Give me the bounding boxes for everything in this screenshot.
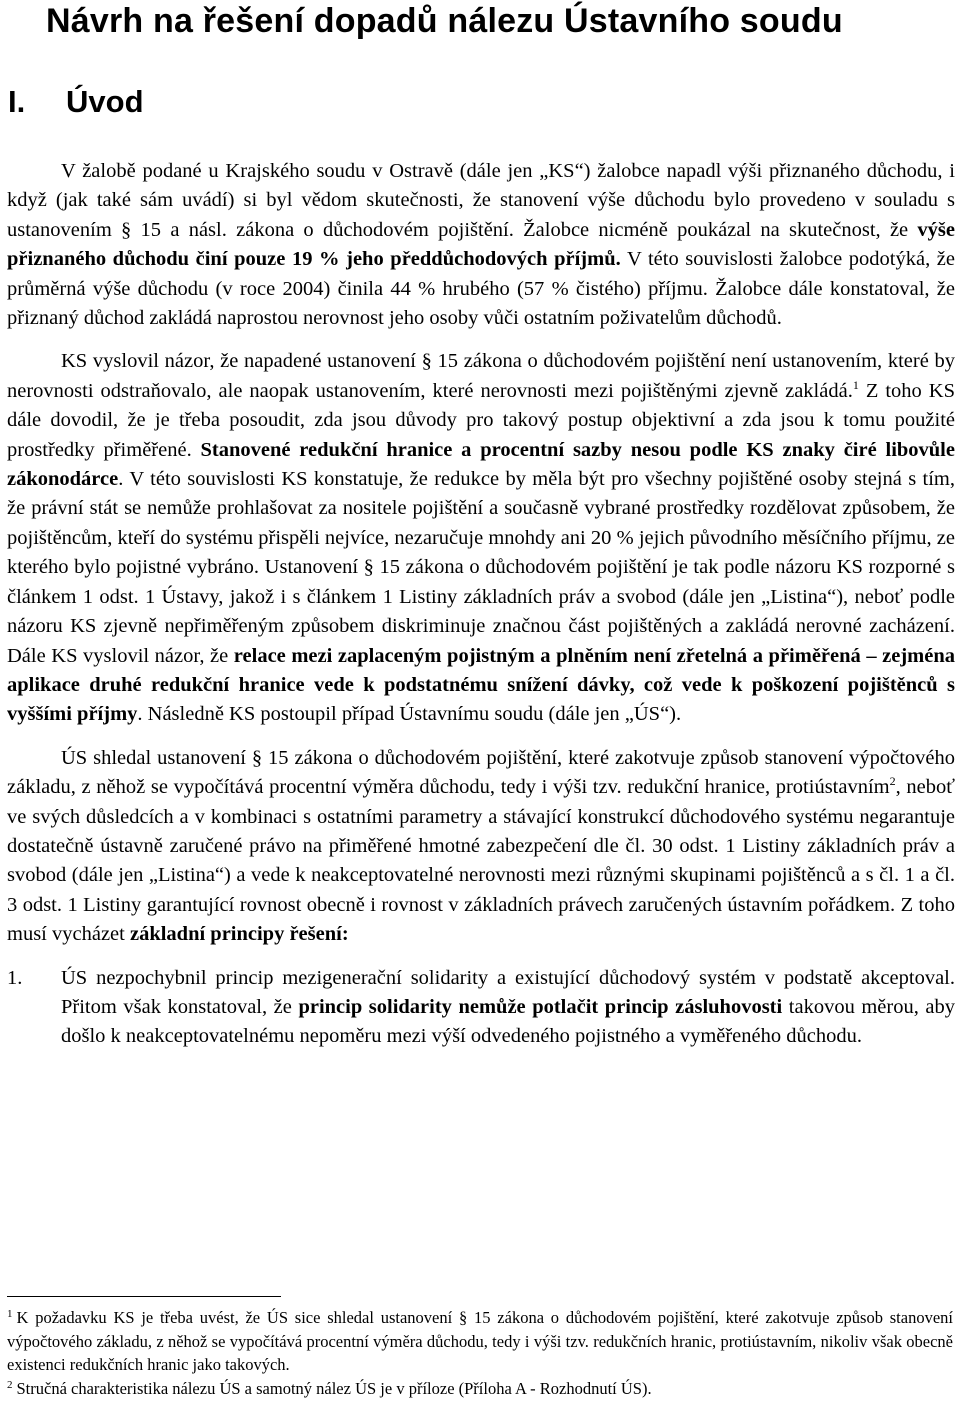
footnote-separator <box>7 1296 281 1297</box>
emphasis-text: relace mezi zaplaceným pojistným a plněním není zřetelná a přiměřená – zejména aplikace druhé redukční hranice vede k podstatnému snížení dávky, což vede k poškození pojištěnců s vyššími příjmy <box>7 644 955 726</box>
footnotes <box>7 1306 953 1400</box>
footnote-2 <box>7 1377 953 1401</box>
list-item-text <box>61 964 955 1052</box>
footnote-text: K požadavku KS je třeba uvést, že ÚS sice shledal ustanovení § 15 zákona o důchodovém pojištění, které zakotvuje způsob stanovení výpočtového základu, z něhož se vypočítává procentní výměra důchodu, tedy i výši tzv. redukčních hranic, protiústavním, nikoliv však obecně existenci redukčních hranic jako takových. <box>7 1308 953 1374</box>
footnote-text: Stručná charakteristika nálezu ÚS a samotný nález ÚS je v příloze (Příloha A - Rozhodnutí ÚS). <box>16 1378 652 1398</box>
footnote-ref-1[interactable]: 1 <box>852 377 859 392</box>
footnote-number: 2 <box>7 1378 13 1391</box>
text-run: takovou měrou, aby došlo k neakceptovatelnému nepoměru mezi výší odvedeného pojistného a vyměřeného důchodu. <box>61 995 956 1048</box>
paragraph-1 <box>7 157 955 333</box>
paragraph-2 <box>7 347 955 729</box>
emphasis-text: princip solidarity nemůže potlačit princip zásluhovosti <box>298 995 783 1018</box>
text-run: ÚS shledal ustanovení § 15 zákona o důchodovém pojištění, které zakotvuje způsob stanovení výpočtového základu, z něhož se vypočítává procentní výměra důchodu, tedy i výši tzv. redukční hranice, protiústavním <box>7 746 955 799</box>
section-title: Úvod <box>66 84 144 119</box>
text-run: , neboť ve svých důsledcích a v kombinaci s ostatními parametry a stávající konstrukcí důchodového systému negarantuje dostatečně ústavně zaručené právo na přiměřené hmotné zabezpečení dle čl. 30 odst. 1 Listiny základních práv a svobod (dále jen „Listina“) a vede k neakceptovatelné nerovnosti mezi různými skupinami pojištěnců a s čl. 1 a čl. 3 odst. 1 Listiny garantující rovnost obecně i rovnost v základních právech zaručených ústavním pořádkem. Z toho musí vycházet <box>7 776 956 946</box>
text-run: . Následně KS postoupil případ Ústavnímu soudu (dále jen „ÚS“). <box>137 703 682 726</box>
section-number: I. <box>8 84 26 119</box>
body-text <box>7 157 955 1052</box>
list-item-number: 1. <box>7 966 23 989</box>
footnote-number: 1 <box>7 1308 13 1320</box>
section-heading <box>8 84 144 120</box>
document-title: Návrh na řešení dopadů nálezu Ústavního soudu <box>46 2 843 40</box>
emphasis-text: Stanovené redukční hranice a procentní sazby nesou podle KS znaky čiré libovůle zákonodárce <box>7 438 955 491</box>
emphasis-text: výše přiznaného důchodu činí pouze 19 % jeho předdůchodových příjmů. <box>7 218 955 271</box>
list-item <box>7 964 955 1052</box>
text-run: V této souvislosti žalobce podotýká, že průměrná výše důchodu (v roce 2004) činila 44 % hrubého (57 % čistého) příjmu. Žalobce dále konstatoval, že přiznaný důchod zakládá naprostou nerovnost jeho osoby vůči ostatním poživatelům důchodů. <box>7 248 956 330</box>
text-run: V žalobě podané u Krajského soudu v Ostravě (dále jen „KS“) žalobce napadl výši přiznaného důchodu, i když (jak také sám uvádí) si byl vědom skutečnosti, že stanovení výše důchodu bylo provedeno v souladu s ustanovením § 15 a násl. zákona o důchodovém pojištění. Žalobce nicméně poukázal na skutečnost, že <box>7 160 955 241</box>
footnote-ref-2[interactable]: 2 <box>889 774 896 789</box>
text-run: . V této souvislosti KS konstatuje, že redukce by měla být pro všechny pojištěné osoby stejná s tím, že právní stát se nemůže prohlašovat za nositele pojištění a současně vybrané prostředky rozdělovat způsobem, že pojištěncům, kteří do systému přispěli nejvíce, nezaručuje mnohdy ani 20 % jejich původního měsíčního příjmu, ze kterého bylo pojistné vybráno. Ustanovení § 15 zákona o důchodovém pojištění je tak podle názoru KS rozporné s článkem 1 odst. 1 Ústavy, jakož i s článkem 1 Listiny základních práv a svobod (dále jen „Listina“), neboť podle názoru KS zjevně nepřiměřeným způsobem diskriminuje značnou část pojištěných a zakládá nerovné zacházení. Dále KS vyslovil názor, že <box>7 468 955 667</box>
emphasis-text: základní principy řešení: <box>129 923 349 946</box>
text-run: Z toho KS dále dovodil, že je třeba posoudit, zda jsou důvody pro takový postup objektivní a zda jsou k tomu použité prostředky přiměřené. <box>7 379 955 461</box>
footnote-1 <box>7 1306 953 1377</box>
text-run: KS vyslovil názor, že napadené ustanovení § 15 zákona o důchodovém pojištění není ustanovením, které by nerovnosti odstraňovalo, ale naopak ustanovením, které nerovnosti mezi pojištěnými zjevně zakládá. <box>7 350 955 402</box>
paragraph-3 <box>7 744 955 950</box>
text-run: ÚS nezpochybnil princip mezigenerační solidarity a existující důchodový systém v podstatě akceptoval. Přitom však konstatoval, že <box>61 966 955 1018</box>
